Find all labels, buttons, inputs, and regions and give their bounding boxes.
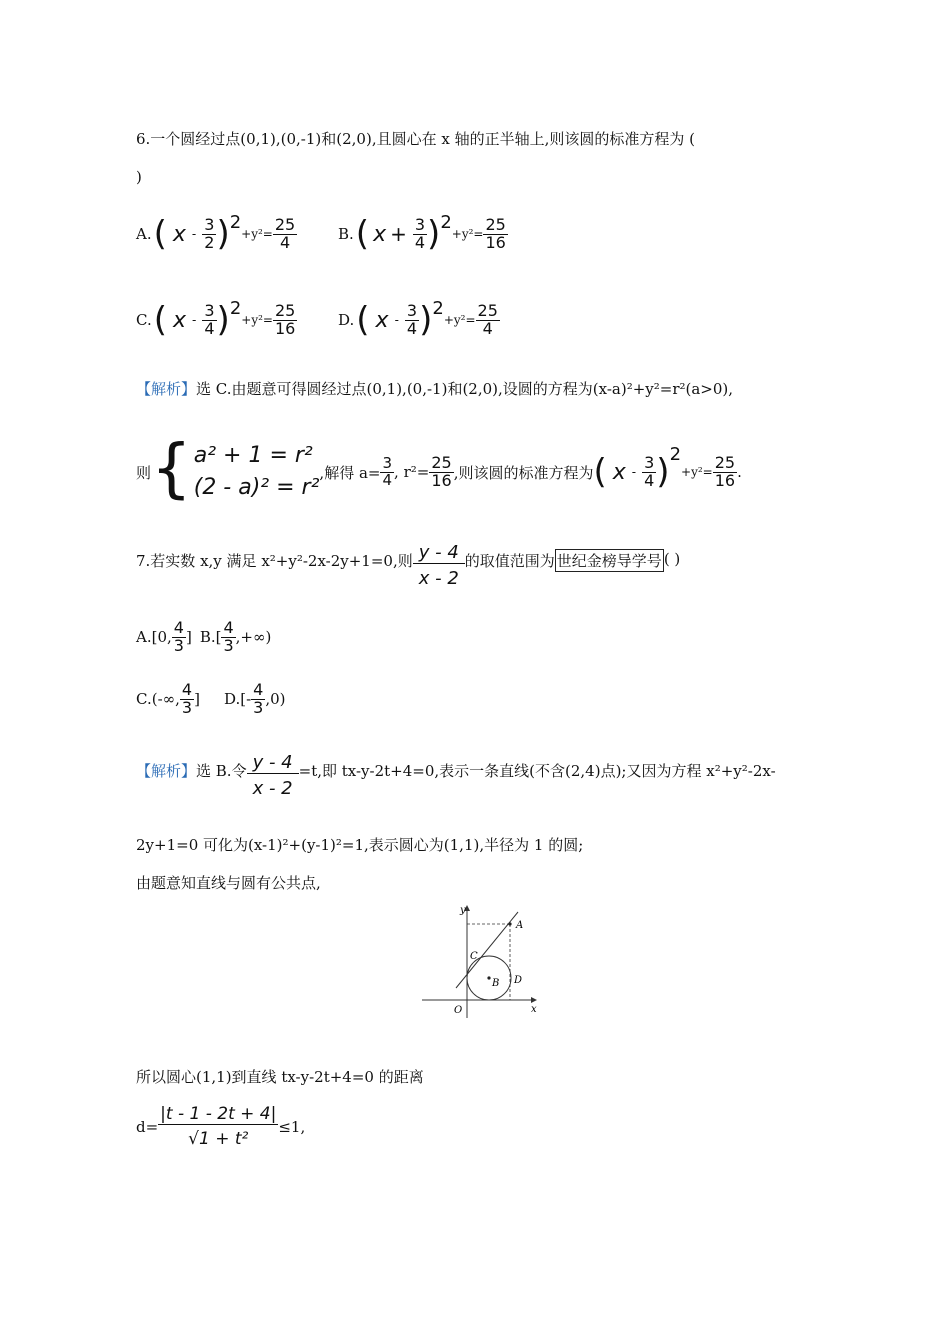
center-point <box>487 976 490 979</box>
var-x: x <box>375 307 389 333</box>
exponent: 2 <box>440 212 452 233</box>
label-y: y <box>460 905 466 916</box>
stem-part-a: 7.若实数 x,y 满足 x²+y²-2x-2y+1=0,则 <box>136 552 413 570</box>
label-a: A <box>516 920 524 931</box>
fraction: $\frac{25}{16}$ <box>485 214 506 252</box>
analysis-tag: 【解析】 <box>136 762 197 780</box>
fraction: $\frac{3}{4}$ <box>644 452 655 490</box>
point-a <box>508 922 511 925</box>
fraction: $\frac{3}{2}$ <box>204 214 215 252</box>
solve-a-text: ,解得 a= <box>319 463 381 482</box>
system-eq-1: a² + 1 = r² <box>193 443 313 468</box>
var-x: x <box>373 221 387 247</box>
label-d: D <box>514 975 523 986</box>
label-c: C <box>470 951 478 962</box>
label-b: B <box>492 978 500 989</box>
label-o: O <box>454 1005 463 1016</box>
analysis-part-b: =t,即 tx-y-2t+4=0,表示一条直线(不含(2,4)点);又因为方程 x²+y²-2x- <box>298 762 776 780</box>
fraction: $\frac{3}{4}$ <box>204 300 215 338</box>
q7-option-a[interactable]: A.[0, $\frac{4}{3}$ ] <box>136 618 192 655</box>
d-label: d= <box>136 1118 159 1137</box>
q6-stem-close: ) <box>136 168 142 186</box>
distance-fraction: $\frac{|t - 1 - 2t + 4|}{\text{√1 + t²}}$ <box>160 1104 277 1149</box>
q7-analysis-line3: 由题意知直线与圆有公共点, <box>136 874 321 892</box>
stem-fraction: $\frac{y - 4}{x - 2}$ <box>413 544 465 589</box>
analysis-text: 选 C.由题意可得圆经过点(0,1),(0,-1)和(2,0),设圆的方程为(x-a)²+y²=r²(a>0), <box>196 380 734 398</box>
y-squared: +y²= <box>443 313 476 327</box>
fraction: $\frac{3}{4}$ <box>406 300 418 338</box>
fraction: $\frac{25}{4}$ <box>477 300 498 338</box>
fraction-r2: $\frac{25}{16}$ <box>431 452 452 490</box>
fraction: $\frac{25}{16}$ <box>714 452 736 490</box>
sign: - <box>394 313 399 327</box>
q6-option-b[interactable]: B. ( x + $\frac{3}{4}$ ) 2 +y²= $\frac{25}{16}$ <box>338 212 506 254</box>
sign: - <box>191 227 197 241</box>
q7-analysis-line4: 所以圆心(1,1)到直线 tx-y-2t+4=0 的距离 <box>136 1068 424 1086</box>
exponent: 2 <box>669 444 682 465</box>
fraction-a: $\frac{3}{4}$ <box>382 453 393 489</box>
var-x: x <box>172 307 187 333</box>
analysis-tag: 【解析】 <box>136 380 197 398</box>
fraction: $\frac{3}{4}$ <box>414 214 426 252</box>
q7-option-c[interactable]: C.(-∞, $\frac{4}{3}$ ] <box>136 680 200 717</box>
analysis-part-a: 选 B.令 <box>196 762 247 780</box>
var-x: x <box>612 459 626 485</box>
q7-distance-formula <box>136 1106 305 1149</box>
d-end: ≤1, <box>278 1118 306 1137</box>
analysis-fraction: $\frac{y - 4}{x - 2}$ <box>247 754 299 799</box>
q7-options-row1 <box>136 620 271 655</box>
stem-part-b: 的取值范围为 <box>464 552 555 570</box>
q7-analysis-line1 <box>136 754 776 799</box>
stem-part-c: ( ) <box>663 550 681 568</box>
q6-option-a[interactable]: A. ( x - $\frac{3}{2}$ ) 2 +y²= $\frac{25}{4}$ <box>136 212 296 254</box>
y-squared: +y²= <box>451 227 484 241</box>
y-squared: +y²= <box>681 465 713 479</box>
q6-option-d[interactable]: D. ( x - $\frac{3}{4}$ ) 2 +y²= $\frac{25}{4}$ <box>338 298 498 340</box>
circle-line-figure <box>420 902 540 1020</box>
watermark-box: 世纪金榜导学号 <box>555 549 664 572</box>
q7-analysis-line2: 2y+1=0 可化为(x-1)²+(y-1)²=1,表示圆心为(1,1),半径为 1 的圆; <box>136 836 584 854</box>
exponent: 2 <box>432 298 444 319</box>
y-squared: +y²= <box>241 227 273 241</box>
q7-options-row2 <box>136 682 286 717</box>
result-text: ,则该圆的标准方程为 <box>453 463 594 482</box>
option-label: A. <box>136 225 152 243</box>
exponent: 2 <box>229 298 242 319</box>
sign: + <box>390 222 407 246</box>
then-label: 则 <box>136 463 152 482</box>
fraction: $\frac{25}{4}$ <box>274 214 296 252</box>
y-squared: +y²= <box>241 313 273 327</box>
sign: - <box>631 465 637 479</box>
option-label: D. <box>338 311 355 329</box>
q7-option-d[interactable]: D.[- $\frac{4}{3}$ ,0) <box>223 680 286 717</box>
q6-analysis-line1 <box>136 378 733 399</box>
exponent: 2 <box>229 212 242 233</box>
system-eq-2: (2 - a)² = r² <box>193 475 320 500</box>
q6-stem: 6.一个圆经过点(0,1),(0,-1)和(2,0),且圆心在 x 轴的正半轴上,则该圆的标准方程为 ( <box>136 130 695 148</box>
option-label: C. <box>136 311 152 329</box>
q7-option-b[interactable]: B.[ $\frac{4}{3}$ ,+∞) <box>199 618 272 655</box>
q6-option-c[interactable]: C. ( x - $\frac{3}{4}$ ) 2 +y²= $\frac{25}{16}$ <box>136 298 296 340</box>
var-x: x <box>172 221 186 247</box>
label-x: x <box>531 1004 537 1015</box>
r-squared-label: , r²= <box>394 463 430 481</box>
q7-stem <box>136 544 680 589</box>
fraction: $\frac{25}{16}$ <box>274 300 296 338</box>
option-label: B. <box>338 225 354 243</box>
q6-solution-line: 则 { a² + 1 = r² (2 - a)² = r² ,解得 a= $\frac{3}{4}$ , r²= $\frac{25}{16}$ ,则该圆的标准方程为 ( x - $\frac{3}{4}$ ) 2 +y²= $\frac{25}{16}$ . <box>136 432 742 506</box>
equation-system <box>194 440 320 504</box>
sign: - <box>192 313 197 327</box>
period: . <box>737 463 742 481</box>
